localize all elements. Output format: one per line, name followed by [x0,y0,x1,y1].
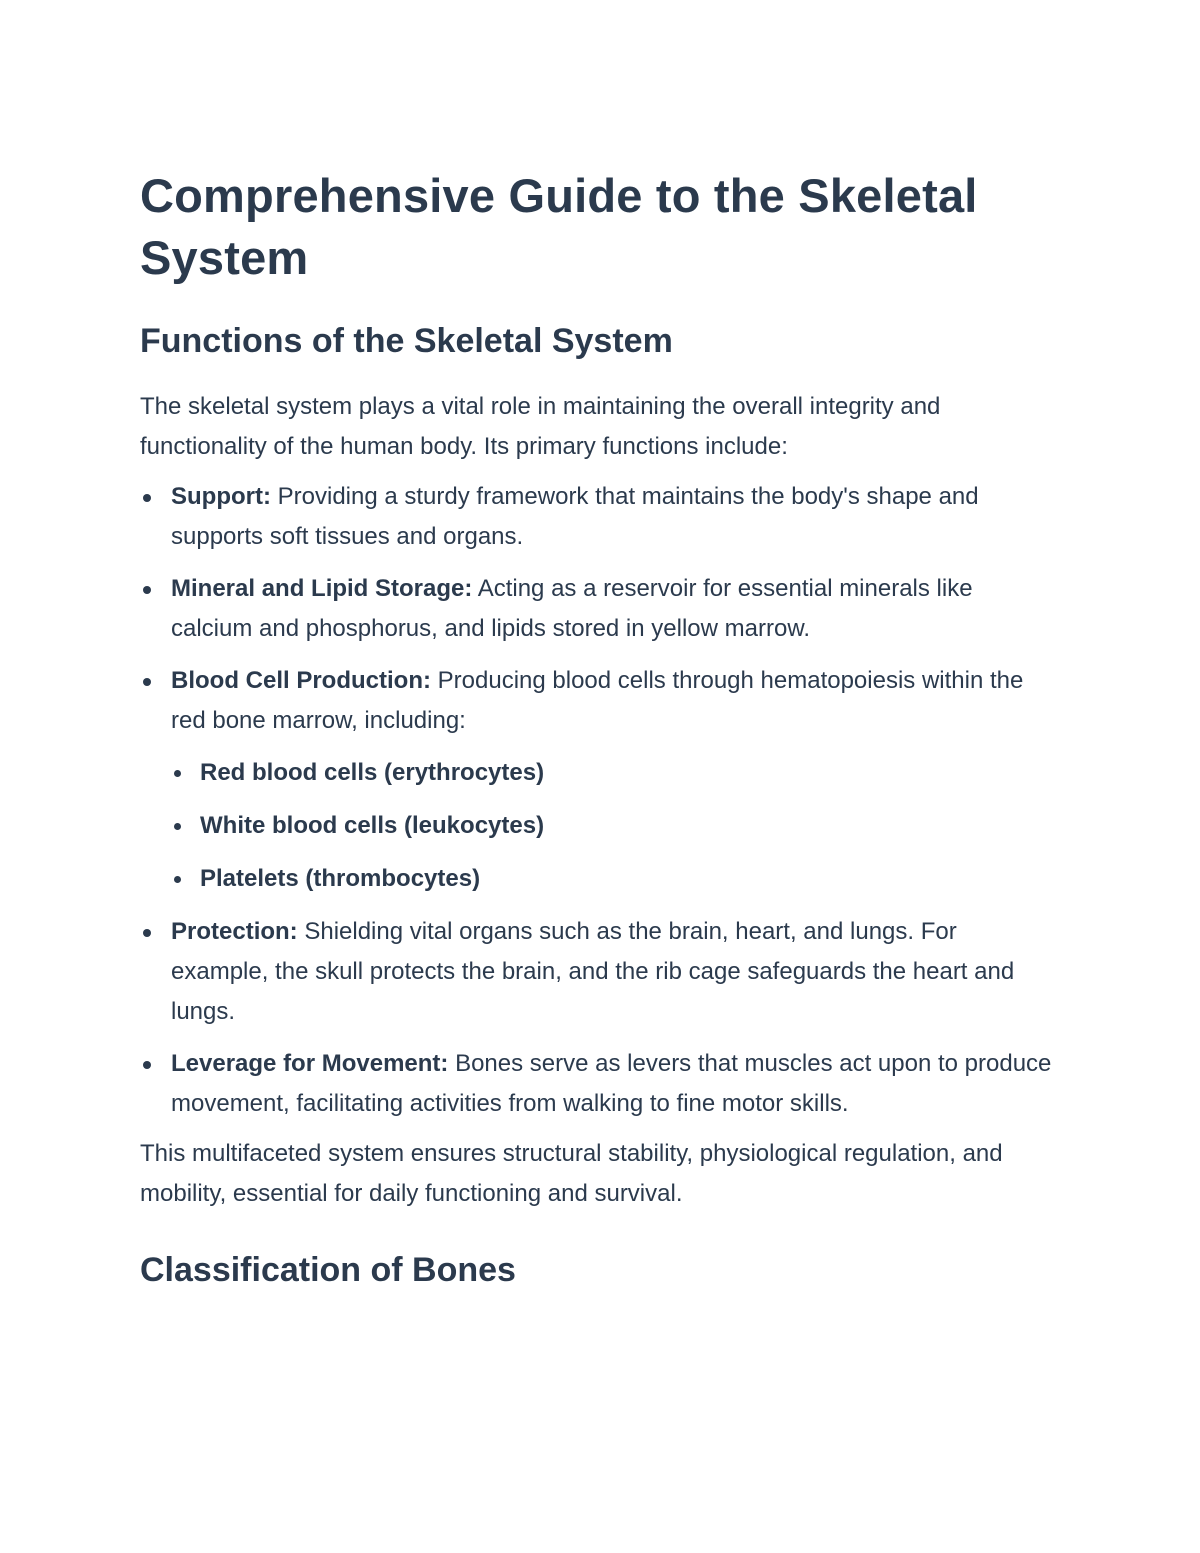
section-heading-functions: Functions of the Skeletal System [140,322,673,360]
list-item-term: Support: [171,483,271,510]
list-item-text: Bones serve as levers that muscles act upon to produce movement, facilitating activities from walking to fine motor skills. [171,1050,1052,1117]
section-heading-classification: Classification of Bones [140,1251,516,1289]
list-item-text: Providing a sturdy framework that maintains the body's shape and supports soft tissues and organs. [171,483,979,550]
list-item-storage [140,569,1060,649]
list-item-leverage [140,1044,1060,1124]
list-item-term: Protection: [171,918,298,945]
list-item-text: Acting as a reservoir for essential minerals like calcium and phosphorus, and lipids stored in yellow marrow. [171,575,973,642]
sublist-item-red-blood-cells: Red blood cells (erythrocytes) [171,753,1060,793]
sublist-item-white-blood-cells: White blood cells (leukocytes) [171,806,1060,846]
list-item-protection [140,912,1060,1032]
functions-intro: The skeletal system plays a vital role in maintaining the overall integrity and functionality of the human body. Its primary functions include: [140,393,941,460]
list-item-term: Blood Cell Production: [171,667,431,694]
list-item-text: Shielding vital organs such as the brain, heart, and lungs. For example, the skull protects the brain, and the rib cage safeguards the heart and lungs. [171,918,1015,1025]
list-item-support [140,477,1060,557]
document-title: Comprehensive Guide to the Skeletal System [140,169,978,284]
sublist-item-platelets: Platelets (thrombocytes) [171,859,1060,899]
functions-closing: This multifaceted system ensures structural stability, physiological regulation, and mobility, essential for daily functioning and survival. [140,1140,1003,1207]
list-item-text: Producing blood cells through hematopoiesis within the red bone marrow, including: [171,667,1024,734]
list-item-term: Mineral and Lipid Storage: [171,575,473,602]
list-item-blood-cell-production [140,661,1060,899]
functions-list [140,477,1060,1124]
blood-cell-sublist [171,753,1060,899]
list-item-term: Leverage for Movement: [171,1050,449,1077]
